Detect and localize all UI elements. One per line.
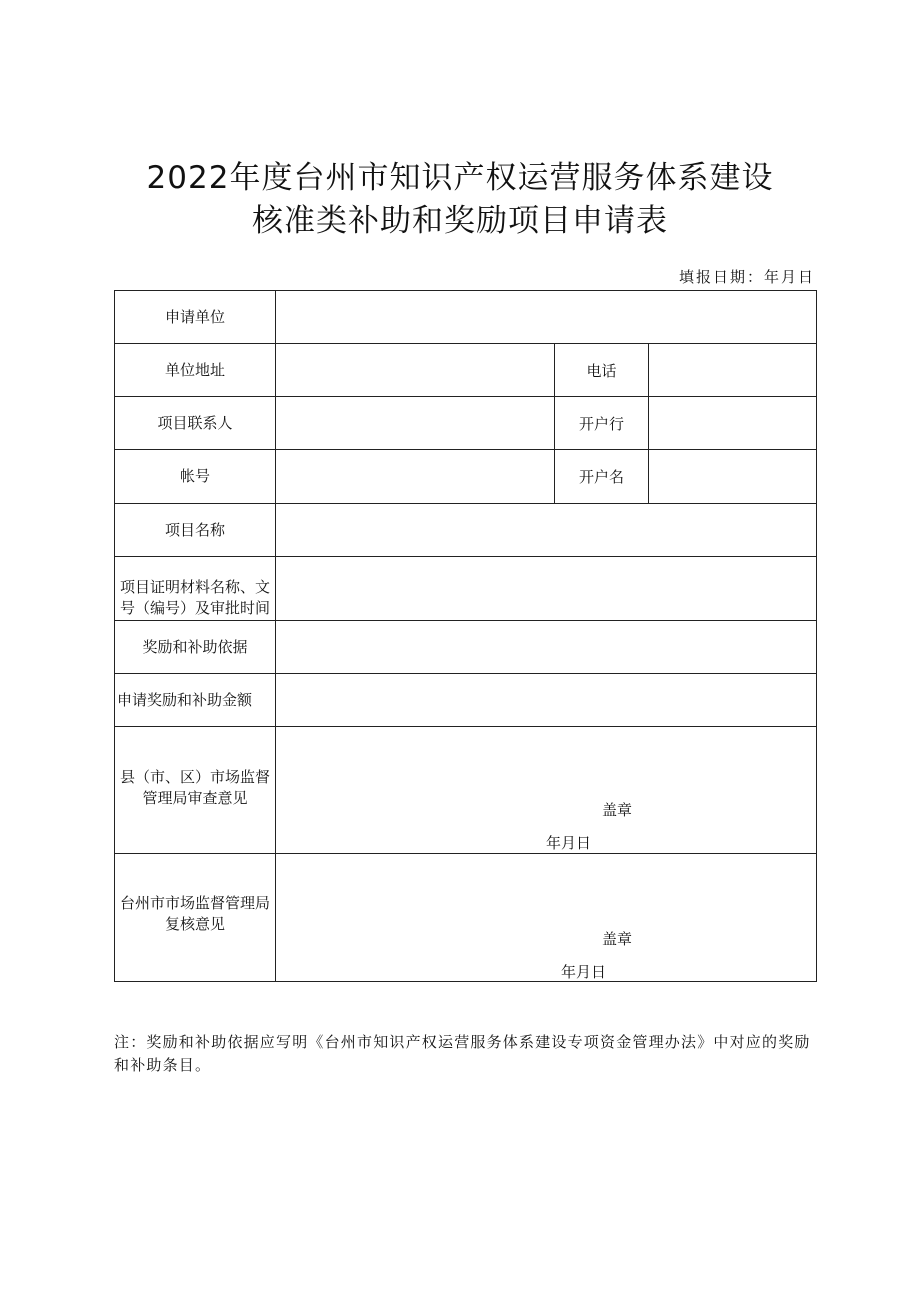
phone-label: 电话 <box>555 344 649 397</box>
account-name-label: 开户名 <box>555 450 649 504</box>
city-review-field[interactable] <box>276 854 817 982</box>
fill-date: 填报日期：年月日 <box>678 268 815 286</box>
city-review-label: 台州市市场监督管理局复核意见 <box>115 854 276 982</box>
bank-label: 开户行 <box>555 397 649 450</box>
county-review-label: 县（市、区）市场监督管理局审查意见 <box>115 727 276 854</box>
footnote: 注：奖励和补助依据应写明《台州市知识产权运营服务体系建设专项资金管理办法》中对应的奖励和补助条目。 <box>114 1033 811 1074</box>
form-row-address <box>115 344 817 397</box>
form-row-amount <box>115 674 817 727</box>
proof-label: 项目证明材料名称、文号（编号）及审批时间 <box>115 557 276 621</box>
document-title-line-1: 2022年度台州市知识产权运营服务体系建设 <box>146 160 774 196</box>
form-row-proof <box>115 557 817 621</box>
form-row-project-name <box>115 504 817 557</box>
basis-field[interactable] <box>276 621 817 674</box>
county-seal-text: 盖章 <box>602 801 633 819</box>
account-name-field[interactable] <box>649 450 817 504</box>
form-row-basis <box>115 621 817 674</box>
basis-label: 奖励和补助依据 <box>115 621 276 674</box>
project-name-field[interactable] <box>276 504 817 557</box>
application-form-table <box>114 290 817 982</box>
form-row-city-review <box>115 854 817 982</box>
county-date-text: 年月日 <box>546 834 592 852</box>
bank-field[interactable] <box>649 397 817 450</box>
form-row-account <box>115 450 817 504</box>
county-review-field[interactable] <box>276 727 817 854</box>
contact-field[interactable] <box>276 397 555 450</box>
address-field[interactable] <box>276 344 555 397</box>
applicant-label: 申请单位 <box>115 291 276 344</box>
account-field[interactable] <box>276 450 555 504</box>
document-title-line-2: 核准类补助和奖励项目申请表 <box>252 203 668 239</box>
proof-field[interactable] <box>276 557 817 621</box>
address-label: 单位地址 <box>115 344 276 397</box>
amount-field[interactable] <box>276 674 817 727</box>
city-date-text: 年月日 <box>561 963 607 981</box>
applicant-field[interactable] <box>276 291 817 344</box>
project-name-label: 项目名称 <box>115 504 276 557</box>
amount-label: 申请奖励和补助金额 <box>115 674 276 727</box>
phone-field[interactable] <box>649 344 817 397</box>
form-row-county-review <box>115 727 817 854</box>
city-seal-text: 盖章 <box>602 930 633 948</box>
form-row-contact <box>115 397 817 450</box>
account-label: 帐号 <box>115 450 276 504</box>
contact-label: 项目联系人 <box>115 397 276 450</box>
form-row-applicant <box>115 291 817 344</box>
